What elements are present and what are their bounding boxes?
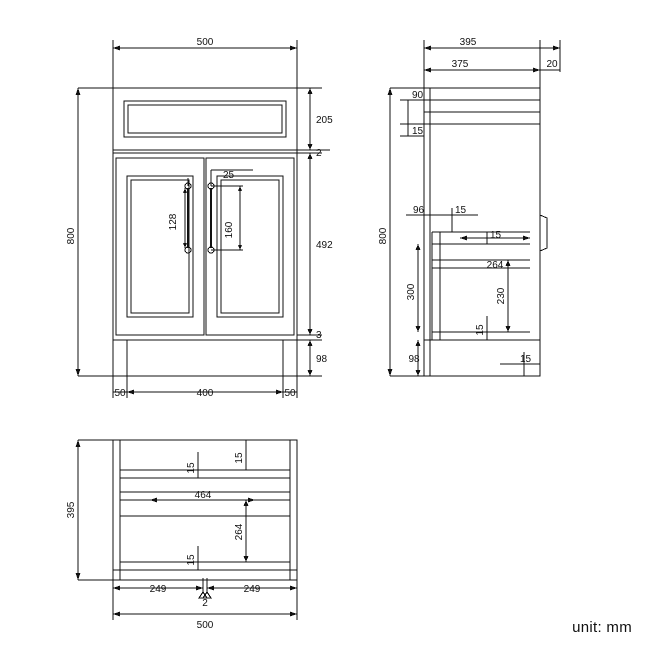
label-front-drawer-height: 205 (316, 115, 333, 126)
front-cabinet-outline (113, 88, 297, 376)
label-side-base-thickness: 15 (520, 354, 532, 365)
label-plan-shelf-1: 15 (186, 462, 197, 474)
front-door-right-panel-inner (221, 180, 279, 313)
label-side-plinth: 98 (408, 354, 420, 365)
label-plan-width: 500 (196, 620, 214, 631)
label-side-overhang: 20 (546, 59, 558, 70)
label-front-gap-small: 2 (316, 148, 322, 159)
label-side-panel-thickness-2: 15 (475, 324, 486, 336)
label-plan-right-section: 249 (243, 584, 261, 595)
label-plan-left-section: 249 (149, 584, 167, 595)
label-side-shelf-offset: 96 (413, 205, 425, 216)
label-side-drawer-height: 300 (406, 283, 417, 301)
label-side-shelf-gap: 15 (455, 205, 467, 216)
label-front-base-right: 50 (284, 388, 296, 399)
label-front-width: 500 (196, 37, 214, 48)
unit-note: unit: mm (572, 619, 632, 636)
label-plan-inner-width: 464 (194, 490, 212, 501)
label-side-top-thickness: 15 (412, 126, 424, 137)
plan-outline (113, 440, 297, 580)
front-door-left-panel (127, 176, 193, 317)
label-front-handle-drop: 25 (223, 170, 235, 181)
label-front-handle-left: 128 (168, 213, 179, 231)
label-plan-center-gap: 2 (202, 598, 208, 609)
label-front-base-left: 50 (114, 388, 126, 399)
label-front-handle-right: 160 (224, 221, 235, 239)
label-plan-shelf-3: 15 (186, 554, 197, 566)
label-side-top-offset: 90 (412, 90, 424, 101)
label-side-panel-thickness-1: 15 (490, 230, 502, 241)
label-front-height: 800 (66, 227, 77, 245)
label-plan-shelf-2: 15 (234, 452, 245, 464)
label-side-carcass-depth: 375 (451, 59, 469, 70)
front-door-right (206, 158, 294, 335)
side-handle (540, 215, 547, 251)
label-front-door-height: 492 (316, 240, 333, 251)
label-plan-inner-depth: 264 (234, 523, 245, 541)
label-front-base-center: 400 (196, 388, 214, 399)
label-plan-depth: 395 (66, 501, 77, 519)
label-side-inner-height: 230 (496, 287, 507, 305)
label-side-inner-depth: 264 (486, 260, 504, 271)
label-front-plinth: 98 (316, 354, 328, 365)
front-drawer-panel-inner (128, 105, 282, 133)
front-door-left-panel-inner (131, 180, 189, 313)
front-drawer-panel (124, 101, 286, 137)
label-side-depth: 395 (459, 37, 477, 48)
front-door-right-panel (217, 176, 283, 317)
label-side-height: 800 (378, 227, 389, 245)
label-front-gap-bottom: 3 (316, 330, 322, 341)
